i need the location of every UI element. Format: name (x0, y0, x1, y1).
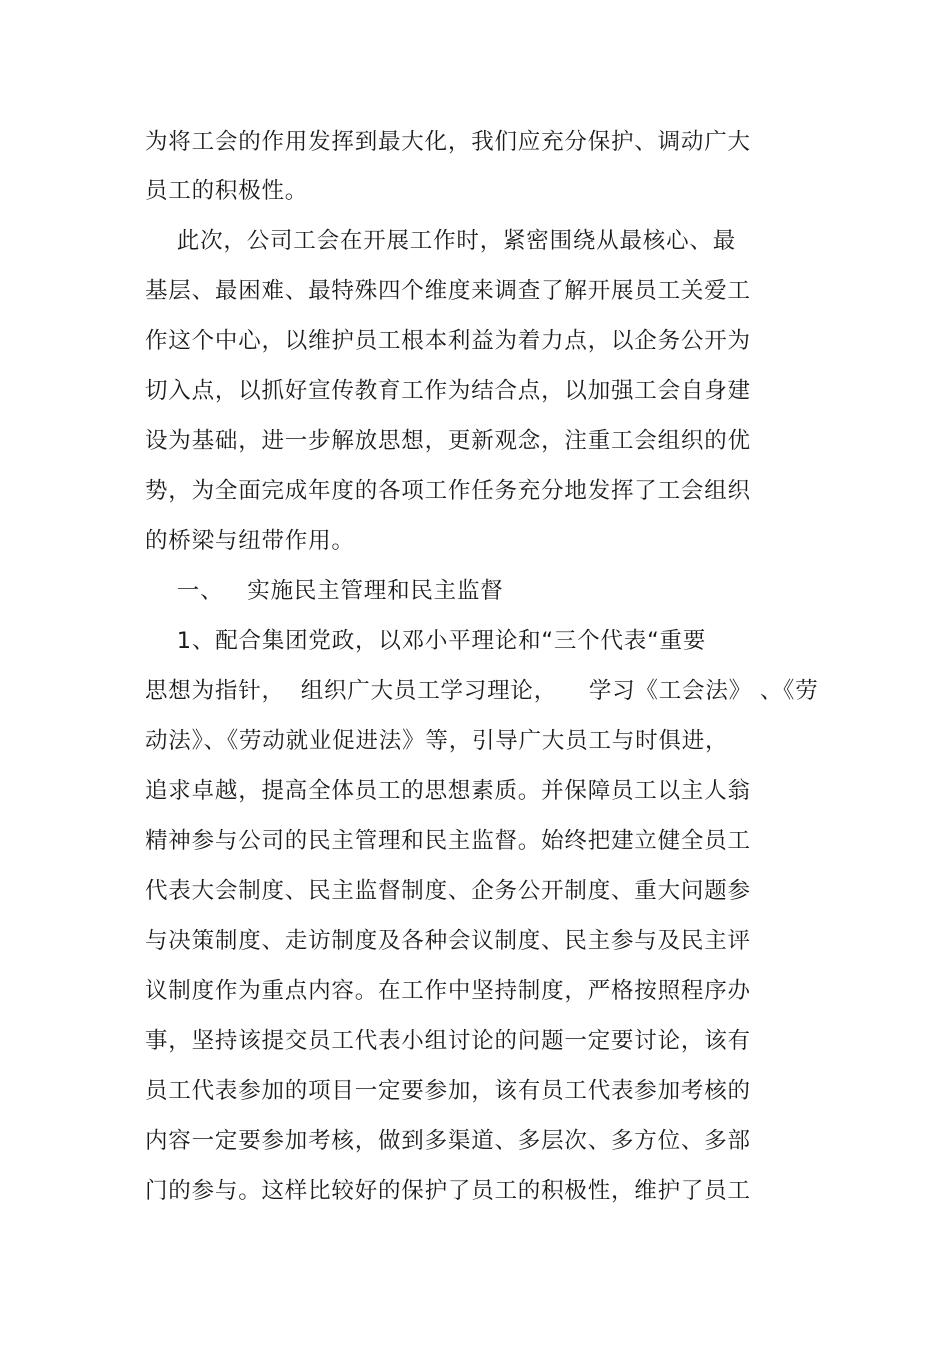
text-line: 事，坚持该提交员工代表小组讨论的问题一定要讨论，该有 (145, 1028, 751, 1054)
text-line: 门的参与。这样比较好的保护了员工的积极性，维护了员工 (145, 1178, 751, 1204)
text-line: 此次，公司工会在开展工作时，紧密围绕从最核心、最 (145, 228, 737, 254)
text-line: 内容一定要参加考核，做到多渠道、多层次、多方位、多部 (145, 1128, 751, 1154)
text-line: 动法》、《劳动就业促进法》等，引导广大员工与时俱进， (145, 728, 729, 754)
text-line: 追求卓越，提高全体员工的思想素质。并保障员工以主人翁 (145, 778, 751, 804)
text-line: 1、配合集团党政，以邓小平理论和“三个代表“重要 (145, 628, 707, 654)
text-line: 势，为全面完成年度的各项工作任务充分地发挥了工会组织 (145, 478, 751, 504)
text-line: 为将工会的作用发挥到最大化，我们应充分保护、调动广大 (145, 129, 751, 155)
text-line: 议制度作为重点内容。在工作中坚持制度，严格按照程序办 (145, 978, 751, 1004)
text-line: 精神参与公司的民主管理和民主监督。始终把建立健全员工 (145, 828, 751, 854)
text-line: 作这个中心，以维护员工根本利益为着力点，以企务公开为 (145, 328, 751, 354)
text-line: 切入点，以抓好宣传教育工作为结合点，以加强工会自身建 (145, 378, 751, 404)
section-heading: 一、 实施民主管理和民主监督 (145, 578, 504, 604)
text-line: 基层、最困难、最特殊四个维度来调查了解开展员工关爱工 (145, 278, 751, 304)
text-line: 员工代表参加的项目一定要参加，该有员工代表参加考核的 (145, 1078, 751, 1104)
text-line: 与决策制度、走访制度及各种会议制度、民主参与及民主评 (145, 928, 751, 954)
text-line: 思想为指针， 组织广大员工学习理论， 学习《工会法》 、《劳 (145, 678, 819, 704)
text-line: 的桥梁与纽带作用。 (145, 528, 355, 554)
text-line: 代表大会制度、民主监督制度、企务公开制度、重大问题参 (145, 878, 751, 904)
text-line: 员工的积极性。 (145, 178, 309, 204)
text-line: 设为基础，进一步解放思想，更新观念，注重工会组织的优 (145, 428, 751, 454)
